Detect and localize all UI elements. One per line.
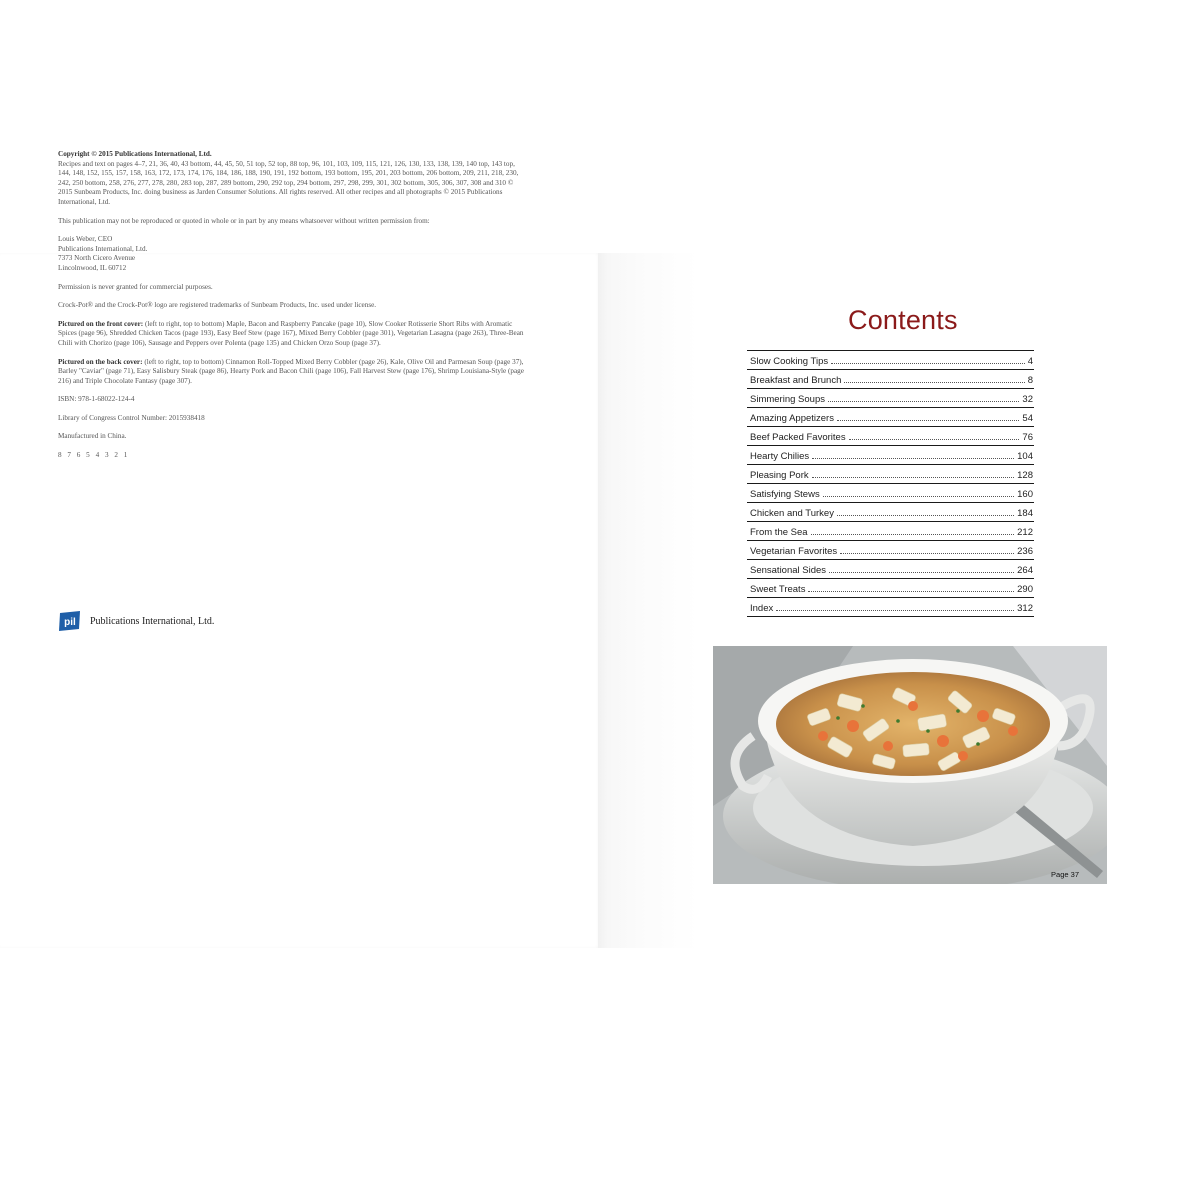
pil-logo-icon [58,610,82,632]
toc-entry [747,598,1034,617]
address-line: 7373 North Cicero Avenue [58,254,136,263]
toc-entry [747,484,1034,503]
toc-entry [747,541,1034,560]
photo-caption: Page 37 [1051,870,1079,879]
toc-entry [747,503,1034,522]
toc-entry-label: Hearty Chilies [750,451,810,462]
toc-entry-page: 4 [1027,356,1033,367]
toc-entry-page: 312 [1017,603,1033,614]
toc-entry-page: 76 [1022,432,1033,443]
toc-entry-label: Sensational Sides [750,565,827,576]
soup-photo [713,646,1107,884]
toc-leader-dots [837,515,1014,516]
publisher-address [58,235,528,273]
toc-leader-dots [829,572,1014,573]
print-numbers: 8 7 6 5 4 3 2 1 [58,451,130,460]
toc-leader-dots [837,420,1019,421]
publisher-mark [58,610,214,632]
toc-entry-page: 54 [1022,413,1033,424]
toc-entry [747,351,1034,370]
back-cover-credits [58,358,528,387]
toc-entry-page: 160 [1017,489,1033,500]
toc-entry-label: Chicken and Turkey [750,508,834,519]
front-cover-credits [58,320,528,349]
toc-entry [747,522,1034,541]
copyright-heading: Copyright © 2015 Publications International, Ltd. [58,150,212,158]
toc-entry-label: Sweet Treats [750,584,806,595]
toc-entry [747,427,1034,446]
toc-leader-dots [849,439,1020,440]
permission-notice: Permission is never granted for commercial purposes. [58,282,213,291]
toc-entry [747,389,1034,408]
toc-entry [747,408,1034,427]
copyright-block [58,150,528,470]
isbn: ISBN: 978-1-68022-124-4 [58,395,135,404]
toc-entry-label: Breakfast and Brunch [750,375,842,386]
toc-leader-dots [844,382,1024,383]
toc-entry-page: 236 [1017,546,1033,557]
front-cover-text: (left to right, top to bottom) Maple, Bacon and Raspberry Pancake (page 10), Slow Cooker Rotisserie Short Ribs with Aromatic Spices (page 96), Shredded Chicken Tacos (page 193), Easy Beef Stew (page 167), Mixed Berry Cobbler (page 301), Vegetarian Lasagna (page 263), Three-Bean Chili with Chorizo (page 106), Sausage and Peppers over Polenta (page 135) and Chicken Orzo Soup (page 37). [58,319,524,347]
toc-entry [747,465,1034,484]
contents-title: Contents [848,305,958,335]
toc-entry-label: Simmering Soups [750,394,825,405]
toc-entry [747,370,1034,389]
table-of-contents [747,350,1034,617]
trademark-notice: Crock-Pot® and the Crock-Pot® logo are registered trademarks of Sunbeam Products, Inc. used under license. [58,301,377,310]
back-cover-label: Pictured on the back cover: [58,357,143,366]
toc-entry-label: Beef Packed Favorites [750,432,846,443]
pil-logo-text: pil [64,617,76,628]
toc-entry-page: 32 [1022,394,1033,405]
soup-bowl-illustration [713,646,1107,884]
toc-entry-label: Slow Cooking Tips [750,356,829,367]
toc-leader-dots [812,477,1015,478]
toc-leader-dots [812,458,1014,459]
toc-entry [747,560,1034,579]
toc-entry-page: 290 [1017,584,1033,595]
recipes-credit-text: Recipes and text on pages 4–7, 21, 36, 40, 43 bottom, 44, 45, 50, 51 top, 52 top, 88 top, 96, 101, 103, 109, 115, 121, 126, 130, 133, 138, 139, 140 top, 143 top, 144, 148, 152, 155, 157, 158, 163, 172, 173, 174, 176, 184, 186, 188, 190, 191, 192 bottom, 193 bottom, 195, 201, 203 bottom, 206 bottom, 209, 211, 218, 230, 242, 250 bottom, 258, 276, 277, 278, 280, 283 top, 287, 289 bottom, 290, 292 top, 294 bottom, 297, 298, 299, 301, 302 bottom, 305, 306, 307, 308 and 310 © 2015 Sunbeam Products, Inc. doing business as Jarden Consumer Solutions. All rights reserved. All other recipes and all photographs © 2015 Publications International, Ltd. [58,159,519,206]
address-line: Lincolnwood, IL 60712 [58,263,127,272]
toc-leader-dots [808,591,1014,592]
reproduction-notice: This publication may not be reproduced or quoted in whole or in part by any means whatsoever without written permission from: [58,216,430,225]
toc-entry [747,579,1034,598]
back-cover-text: (left to right, top to bottom) Cinnamon Roll-Topped Mixed Berry Cobbler (page 26), Kale, Olive Oil and Parmesan Soup (page 37), Barley "Caviar" (page 71), Easy Salisbury Steak (page 86), Hearty Pork and Bacon Chili (page 106), Fall Harvest Stew (page 176), Shrimp Louisiana-Style (page 216) and Triple Chocolate Fantasy (page 307). [58,357,524,385]
toc-entry-label: Pleasing Pork [750,470,809,481]
toc-entry-label: Amazing Appetizers [750,413,834,424]
address-line: Publications International, Ltd. [58,244,148,253]
address-line: Louis Weber, CEO [58,235,113,244]
toc-entry-label: From the Sea [750,527,808,538]
toc-entry-page: 184 [1017,508,1033,519]
toc-leader-dots [840,553,1014,554]
toc-entry-page: 8 [1027,375,1033,386]
toc-leader-dots [776,610,1014,611]
toc-entry-page: 128 [1017,470,1033,481]
library-of-congress: Library of Congress Control Number: 2015938418 [58,413,205,422]
toc-entry-label: Satisfying Stews [750,489,820,500]
publisher-name: Publications International, Ltd. [90,615,215,627]
front-cover-label: Pictured on the front cover: [58,319,144,328]
manufactured-notice: Manufactured in China. [58,432,127,441]
toc-entry-page: 212 [1017,527,1033,538]
toc-entry-label: Vegetarian Favorites [750,546,838,557]
toc-leader-dots [823,496,1014,497]
toc-entry-label: Index [750,603,774,614]
toc-entry-page: 264 [1017,565,1033,576]
toc-leader-dots [831,363,1025,364]
toc-leader-dots [811,534,1015,535]
toc-entry-page: 104 [1017,451,1033,462]
toc-leader-dots [828,401,1019,402]
toc-entry [747,446,1034,465]
